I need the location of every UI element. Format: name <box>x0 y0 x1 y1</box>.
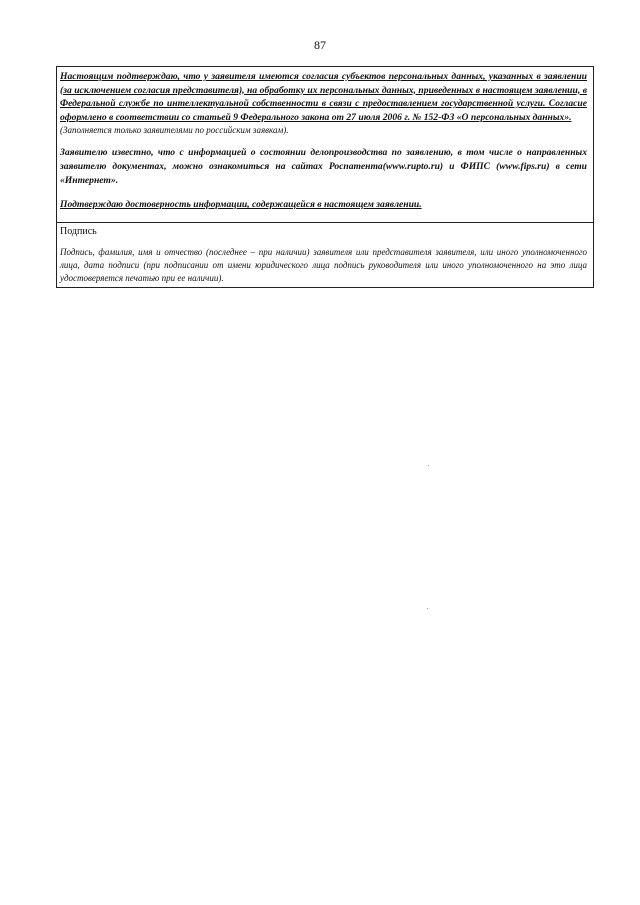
accuracy-confirmation-text: Подтверждаю достоверность информации, содержащейся в настоящем заявлении. <box>60 199 422 211</box>
signature-description <box>60 246 587 285</box>
accuracy-confirmation-statement <box>60 198 587 212</box>
consent-note: (Заполняется только заявителями по российским заявкам). <box>60 125 289 136</box>
consent-section <box>57 67 593 222</box>
scan-speck <box>428 465 429 466</box>
signature-description-text: Подпись, фамилия, имя и отчество (последнее – при наличии) заявителя или представителя заявителя, или иного уполномоченного лица, дата подписи (при подписании от имени юридического лица подпись руководителя или иного уполномоченного на это лица удостоверяется печатью при ее наличии). <box>60 247 587 283</box>
personal-data-consent-statement <box>60 70 587 124</box>
personal-data-consent-text: Настоящим подтверждаю, что у заявителя имеются согласия субъектов персональных данных, указанных в заявлении (за исключением согласия представителя), на обработку их персональных данных, приведенных в настоящем заявлении, в Федеральной службе по интеллектуальной собственности в связи с предоставлением государственной услуги. Согласие оформлено в соответствии со статьей 9 Федерального закона от 27 июля 2006 г. № 152-ФЗ «О персональных данных». <box>60 71 587 123</box>
signature-label: Подпись <box>60 226 97 237</box>
applicant-informed-statement: Заявителю известно, что с информацией о состоянии делопроизводства по заявлению, в том числе о направленных заявителю документах, можно ознакомиться на сайтах Роспатента(www.rupto.ru) и ФИПС (www.fips.ru) в сети «Интернет». <box>60 147 587 186</box>
scan-speck <box>427 608 428 609</box>
signature-section <box>57 222 593 287</box>
consent-form-box <box>56 66 594 288</box>
page-number: 87 <box>314 38 326 52</box>
